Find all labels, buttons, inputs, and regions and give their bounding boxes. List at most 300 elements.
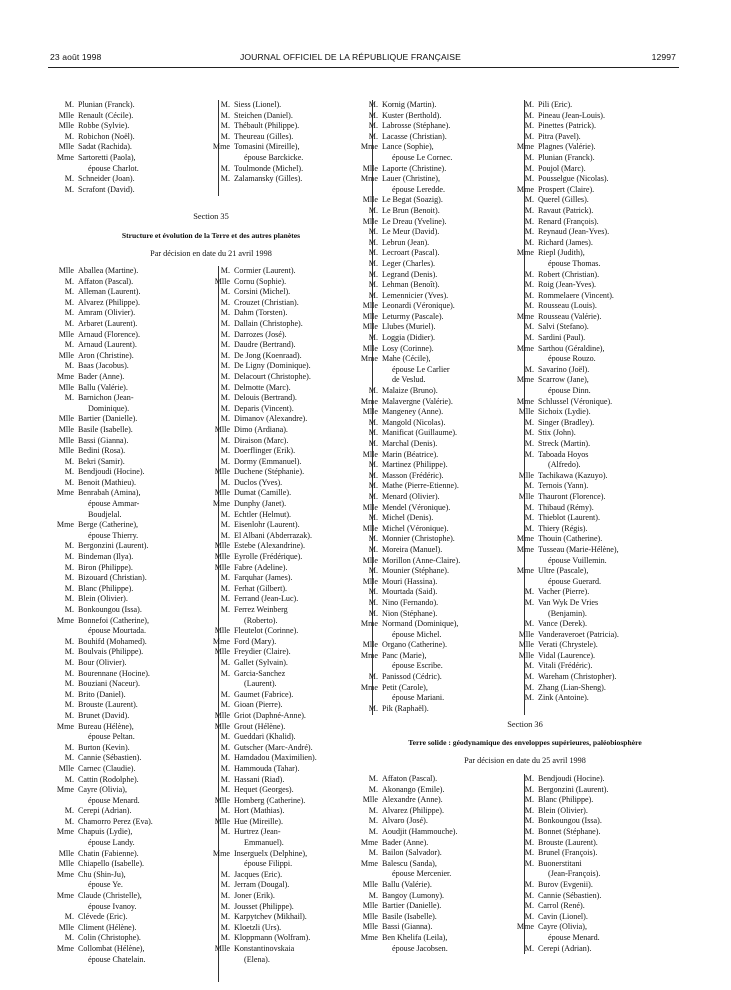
person-name: Vacher (Pierre). [538, 587, 590, 597]
person-name: Aballea (Martine). [78, 266, 139, 275]
person-name: épouse Thomas. [548, 258, 601, 268]
person-name: épouse Mourtada. [88, 626, 146, 636]
person-name: Garcia-Sanchez [234, 668, 286, 678]
person-name: épouse Menard. [548, 932, 600, 942]
civil-title: M. [524, 826, 534, 836]
list-item [208, 785, 378, 796]
civil-title [208, 838, 234, 849]
person-name: Monnier (Christophe). [382, 534, 455, 544]
civil-title: M. [220, 827, 230, 837]
civil-title: Mlle [214, 552, 230, 562]
person-name: épouse Le Cornec. [392, 152, 453, 162]
list-item [356, 785, 526, 796]
list-item [512, 195, 687, 206]
person-name: Hort (Mathias). [234, 806, 285, 816]
section-35-decision: Par décision en date du 21 avril 1998 [150, 249, 272, 258]
list-item [52, 944, 220, 955]
person-name: Le Brun (Benoit). [382, 205, 440, 215]
list-item [512, 142, 687, 153]
list-item [208, 457, 378, 468]
list-item [208, 870, 378, 881]
person-name: Diraison (Marc). [234, 435, 289, 445]
list-item [512, 672, 687, 683]
civil-title: M. [220, 350, 230, 360]
civil-title: Mme [360, 354, 378, 364]
person-name: Delouis (Bertrand). [234, 393, 297, 403]
civil-title: M. [368, 826, 378, 836]
list-item [208, 637, 378, 648]
person-name: Bekri (Samir). [78, 456, 125, 466]
list-item [356, 619, 526, 630]
person-name: Bassi (Gianna). [78, 435, 129, 445]
civil-title: M. [368, 481, 378, 491]
list-item [356, 153, 526, 164]
civil-title [512, 577, 538, 588]
person-name: Bailon (Salvador). [382, 848, 442, 858]
person-name: (Elena). [244, 954, 270, 964]
list-item [356, 683, 526, 694]
civil-title: Mlle [214, 816, 230, 826]
list-item [512, 891, 687, 902]
list-item [356, 195, 526, 206]
civil-title: M. [368, 805, 378, 815]
civil-title: M. [524, 269, 534, 279]
list-item [356, 132, 526, 143]
person-name: Ravaut (Patrick). [538, 205, 594, 215]
civil-title: M. [220, 922, 230, 932]
list-item [356, 661, 526, 672]
civil-title: M. [368, 544, 378, 554]
list-item [356, 354, 526, 365]
list-item [52, 563, 220, 574]
person-name: épouse Mariani. [392, 693, 445, 703]
person-name: Taboada Hoyos [538, 449, 589, 459]
list-item [512, 492, 687, 503]
civil-title: Mme [56, 615, 74, 625]
civil-title: Mlle [214, 626, 230, 636]
civil-title: M. [368, 227, 378, 237]
list-item [356, 386, 526, 397]
civil-title: Mme [516, 184, 534, 194]
person-name: De Ligny (Dominique). [234, 361, 311, 371]
person-name: Delmotte (Marc). [234, 382, 291, 392]
person-name: Moreira (Manuel). [382, 544, 443, 554]
civil-title: M. [524, 911, 534, 921]
civil-title: M. [368, 703, 378, 713]
list-item [356, 185, 526, 196]
civil-title: Mlle [58, 414, 74, 424]
civil-title: M. [524, 195, 534, 205]
person-name: Thiery (Régis). [538, 523, 588, 533]
section-35-subtitle: Structure et évolution de la Terre et des autres planètes [121, 231, 301, 240]
list-item [52, 319, 220, 330]
person-name: Pinettes (Patrick). [538, 121, 596, 131]
list-item [52, 669, 220, 680]
civil-title: Mlle [518, 470, 534, 480]
person-name: Bader (Anne). [382, 837, 429, 847]
person-name: Marchal (Denis). [382, 439, 438, 448]
civil-title: M. [368, 597, 378, 607]
list-item [512, 344, 687, 355]
list-item [208, 764, 378, 775]
civil-title [52, 955, 78, 966]
person-name: Normand (Dominique), [382, 619, 459, 629]
list-item [52, 637, 220, 648]
person-name: Kloetzli (Urs). [234, 922, 282, 932]
list-item [356, 933, 526, 944]
person-name: Arnaud (Florence). [78, 329, 141, 339]
list-item [52, 467, 220, 478]
civil-title: Mlle [362, 901, 378, 911]
person-name: Bendjoudi (Hocine). [78, 467, 145, 477]
person-name: Mouri (Hassina). [382, 576, 438, 586]
person-name: Colin (Christophe). [78, 933, 141, 943]
civil-title: Mme [360, 837, 378, 847]
list-item [52, 100, 212, 111]
person-name: Cerepi (Adrian). [78, 806, 132, 816]
person-name: Brouste (Laurent). [78, 700, 138, 710]
list-item [512, 322, 687, 333]
person-name: Inserguelx (Delphine), [234, 848, 308, 858]
list-item [356, 301, 526, 312]
person-name: épouse Rouzo. [548, 354, 596, 364]
list-item [52, 955, 220, 966]
civil-title [208, 616, 234, 627]
civil-title: Mme [516, 375, 534, 385]
civil-title [512, 869, 538, 880]
list-item [208, 912, 378, 923]
person-name: Nino (Fernando). [382, 597, 439, 607]
civil-title: M. [64, 912, 74, 922]
civil-title: Mlle [362, 195, 378, 205]
list-item [512, 365, 687, 376]
person-name: Joner (Erik). [234, 891, 275, 901]
header-rule [48, 67, 679, 68]
civil-title: M. [64, 393, 74, 403]
civil-title: Mlle [518, 491, 534, 501]
list-item [512, 121, 687, 132]
civil-title [356, 869, 382, 880]
person-name: Cayre (Olivia), [78, 785, 127, 795]
civil-title: M. [368, 587, 378, 597]
person-name: Balescu (Sanda), [382, 858, 437, 868]
person-name: Steichen (Daniel). [234, 110, 293, 120]
person-name: Blein (Olivier). [78, 594, 128, 604]
civil-title: M. [524, 152, 534, 162]
person-name: Roig (Jean-Yves). [538, 280, 597, 290]
civil-title [52, 164, 78, 175]
person-name: Poujol (Marc). [538, 163, 586, 173]
civil-title [356, 153, 382, 164]
person-name: Malaize (Bruno). [382, 386, 438, 396]
civil-title: M. [368, 816, 378, 826]
civil-title [208, 679, 234, 690]
civil-title: M. [524, 205, 534, 215]
person-name: Bassi (Gianna). [382, 922, 433, 932]
list-item [512, 174, 687, 185]
person-name: Van Wyk De Vries [538, 597, 599, 607]
civil-title: Mlle [362, 322, 378, 332]
person-name: Alvarez (Philippe). [382, 805, 445, 815]
civil-title: M. [524, 587, 534, 597]
list-item [512, 513, 687, 524]
civil-title: M. [220, 371, 230, 381]
civil-title [356, 375, 382, 386]
person-name: Benoit (Mathieu). [78, 477, 136, 487]
civil-title: M. [220, 287, 230, 297]
person-name: Basile (Isabelle). [78, 424, 133, 434]
civil-title: Mlle [58, 121, 74, 131]
person-name: Griot (Daphné-Anne). [234, 710, 306, 720]
civil-title: Mlle [362, 502, 378, 512]
list-item [208, 690, 378, 701]
list-item [512, 524, 687, 535]
civil-title: M. [64, 594, 74, 604]
list-item [208, 414, 378, 425]
name-list [208, 100, 368, 185]
civil-title: M. [220, 732, 230, 742]
list-item [208, 806, 378, 817]
civil-title: M. [368, 439, 378, 448]
list-item [356, 428, 526, 439]
person-name: Dumat (Camille). [234, 488, 292, 498]
civil-title: Mlle [362, 576, 378, 586]
list-item [52, 594, 220, 605]
civil-title: M. [220, 594, 230, 604]
person-name: épouse Jacobsen. [392, 943, 448, 953]
civil-title: M. [368, 513, 378, 523]
civil-title: M. [220, 763, 230, 773]
civil-title: Mlle [362, 449, 378, 459]
list-item [512, 534, 687, 545]
person-name: Menard (Olivier). [382, 491, 440, 501]
person-name: Sardini (Paul). [538, 333, 586, 343]
person-name: Collombat (Hélène), [78, 944, 145, 953]
civil-title: Mlle [58, 424, 74, 434]
list-item [52, 308, 220, 319]
list-item [52, 361, 220, 372]
list-item [208, 287, 378, 298]
section-36-subtitle: Terre solide : géodynamique des enveloppes supérieures, paléobiosphère [408, 738, 642, 747]
civil-title: M. [64, 276, 74, 286]
person-name: Thouin (Catherine). [538, 534, 603, 544]
civil-title: M. [220, 131, 230, 141]
civil-title: M. [368, 428, 378, 438]
list-item [512, 217, 687, 228]
person-name: Ballu (Valérie). [78, 382, 128, 392]
civil-title: M. [64, 552, 74, 562]
civil-title: M. [368, 848, 378, 858]
list-item [52, 142, 212, 153]
list-item [356, 651, 526, 662]
person-name: Baas (Jacobus). [78, 361, 129, 371]
civil-title: Mlle [58, 848, 74, 858]
civil-title [512, 386, 538, 397]
civil-title: M. [368, 290, 378, 300]
list-item [512, 816, 687, 827]
person-name: Fabre (Adeline). [234, 562, 288, 572]
civil-title: Mlle [362, 911, 378, 921]
person-name: Kornig (Martin). [382, 100, 437, 109]
person-name: Mahe (Cécile), [382, 354, 431, 364]
person-name: Ultre (Pascale), [538, 566, 589, 576]
person-name: Arbaret (Laurent). [78, 318, 138, 328]
person-name: Prospert (Claire). [538, 184, 595, 194]
list-item [208, 849, 378, 860]
person-name: Querel (Gilles). [538, 195, 589, 205]
person-name: Bour (Olivier). [78, 657, 127, 667]
person-name: Nion (Stéphane). [382, 608, 438, 618]
list-item [208, 372, 378, 383]
list-item [208, 425, 378, 436]
civil-title: Mme [56, 891, 74, 901]
civil-title: Mme [360, 682, 378, 692]
person-name: Panissod (Cédric). [382, 672, 442, 682]
list-item [356, 397, 526, 408]
list-item [356, 344, 526, 355]
civil-title: M. [524, 672, 534, 682]
person-name: Claude (Christelle), [78, 891, 142, 901]
list-item [208, 722, 378, 733]
person-name: Alleman (Laurent). [78, 287, 141, 297]
civil-title: M. [64, 477, 74, 487]
person-name: Pitra (Pavel). [538, 131, 581, 141]
person-name: épouse Mercenier. [392, 869, 452, 879]
list-item [52, 298, 220, 309]
list-item [52, 164, 212, 175]
person-name: Lemennicier (Yves). [382, 290, 449, 300]
list-item [512, 418, 687, 429]
list-item [208, 880, 378, 891]
person-name: Carrol (René). [538, 901, 585, 911]
list-item [356, 806, 526, 817]
list-item [512, 471, 687, 482]
list-item [512, 598, 687, 609]
list-item [512, 827, 687, 838]
civil-title: M. [220, 700, 230, 710]
list-item [512, 354, 687, 365]
person-name: Leonardi (Véronique). [382, 301, 455, 311]
person-name: Berge (Catherine), [78, 520, 139, 530]
person-name: épouse Michel. [392, 629, 442, 639]
list-item [208, 142, 368, 153]
civil-title: M. [524, 523, 534, 533]
person-name: Rommelaere (Vincent). [538, 290, 614, 300]
list-item [52, 626, 220, 637]
civil-title: M. [524, 481, 534, 491]
list-item [356, 891, 526, 902]
person-name: Streck (Martin). [538, 439, 591, 448]
person-name: Bouhifd (Mohamed). [78, 636, 147, 646]
list-item [356, 912, 526, 923]
list-item [512, 111, 687, 122]
list-item [208, 669, 378, 680]
civil-title [208, 153, 234, 164]
person-name: Riepl (Judith), [538, 248, 585, 258]
list-item [512, 227, 687, 238]
list-item [208, 531, 378, 542]
civil-title: Mlle [58, 859, 74, 869]
civil-title: M. [64, 679, 74, 689]
civil-title: M. [368, 417, 378, 427]
civil-title: M. [524, 280, 534, 290]
list-item [52, 806, 220, 817]
civil-title: Mlle [518, 629, 534, 639]
civil-title: M. [524, 428, 534, 438]
person-name: Blanc (Philippe). [78, 583, 134, 593]
person-name: Bader (Anne). [78, 371, 125, 381]
list-item [208, 351, 378, 362]
list-item [52, 499, 220, 510]
list-item [52, 775, 220, 786]
person-name: Climent (Hélène). [78, 922, 137, 932]
civil-title: Mme [516, 248, 534, 258]
list-item [512, 450, 687, 461]
person-name: Gaumet (Fabrice). [234, 689, 294, 699]
list-item [208, 153, 368, 164]
list-item [52, 933, 220, 944]
civil-title: M. [524, 290, 534, 300]
list-item [52, 859, 220, 870]
person-name: Ternois (Yann). [538, 481, 589, 491]
list-item [208, 679, 378, 690]
person-name: Bartier (Danielle). [382, 901, 442, 911]
person-name: Cattin (Rodolphe). [78, 774, 139, 784]
civil-title: M. [64, 816, 74, 826]
civil-title: M. [64, 668, 74, 678]
list-item [208, 132, 368, 143]
civil-title: M. [64, 573, 74, 583]
person-name: Bonnet (Stéphane). [538, 826, 601, 836]
list-item [512, 848, 687, 859]
person-name: Kuster (Berthold). [382, 110, 442, 120]
civil-title: M. [64, 340, 74, 350]
list-item [208, 361, 378, 372]
civil-title: Mme [56, 152, 74, 162]
list-item [356, 206, 526, 217]
list-item [52, 870, 220, 881]
civil-title: M. [64, 174, 74, 184]
person-name: Le Dreau (Yveline). [382, 216, 447, 226]
list-item [512, 922, 687, 933]
person-name: Rousseau (Valérie). [538, 311, 602, 321]
civil-title: M. [524, 237, 534, 247]
person-name: Renault (Cécile). [78, 110, 134, 120]
list-item [356, 838, 526, 849]
person-name: épouse Ammar- [88, 499, 140, 509]
list-item [208, 510, 378, 521]
civil-title [52, 626, 78, 637]
civil-title [356, 185, 382, 196]
person-name: Morillon (Anne-Claire). [382, 555, 461, 565]
list-item [512, 270, 687, 281]
list-item [52, 700, 220, 711]
person-name: Legrand (Denis). [382, 269, 438, 279]
person-name: Crouzet (Christian). [234, 297, 299, 307]
list-item [356, 848, 526, 859]
person-name: Laporte (Christine). [382, 163, 447, 173]
person-name: Pousselgue (Nicolas). [538, 174, 609, 184]
list-item [52, 838, 220, 849]
civil-title: Mlle [58, 110, 74, 120]
person-name: Affaton (Pascal). [382, 774, 438, 783]
person-name: Alvarez (Philippe). [78, 297, 141, 307]
civil-title: M. [220, 912, 230, 922]
list-item [356, 174, 526, 185]
page-number: 12997 [651, 52, 676, 62]
list-item [356, 280, 526, 291]
person-name: Tachikawa (Kazuyo). [538, 470, 608, 480]
